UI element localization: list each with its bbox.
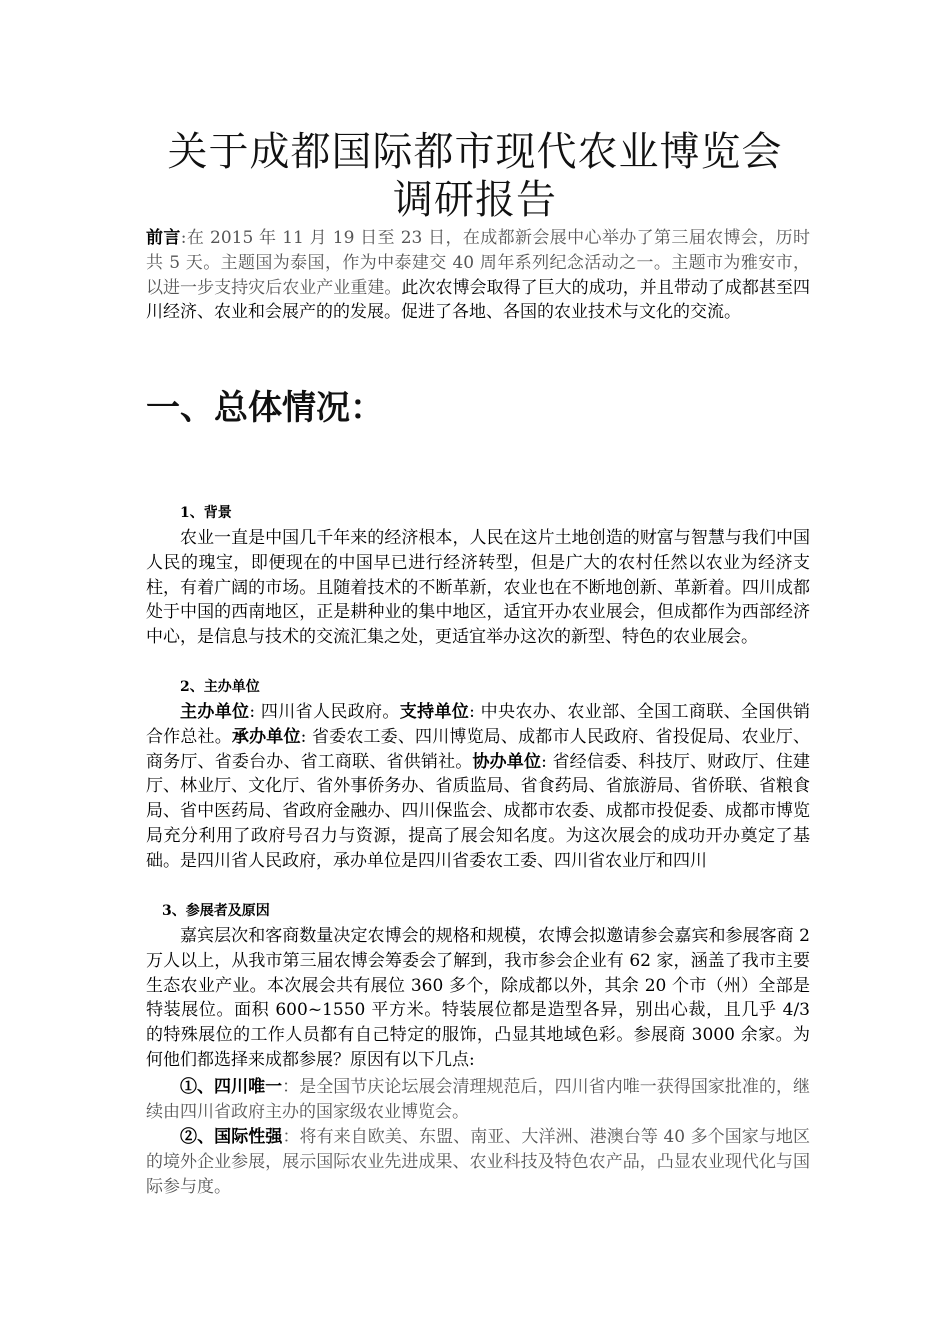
section-heading-overview: 一、总体情况： [146, 388, 384, 428]
reason1-label: ①、四川唯一 [180, 1077, 283, 1097]
preface-paragraph [146, 226, 810, 325]
subheading-organizers: 2、主办单位 [180, 679, 260, 695]
support-text: : 中央农办、农业部、全国工商联、全国供销合作总社。 [146, 702, 810, 747]
preface-colon: : [180, 228, 187, 248]
reason2-paragraph [146, 1125, 810, 1199]
background-paragraph: 农业一直是中国几千年来的经济根本，人民在这片土地创造的财富与智慧与我们中国人民的瑰宝，即便现在的中国早已进行经济转型，但是广大的农村任然以农业为经济支柱，有着广阔的市场。且随着技术的不断革新，农业也在不断地创新、革新着。四川成都处于中国的西南地区，正是耕种业的集中地区，适宜开办农业展会，但成都作为西部经济中心，是信息与技术的交流汇集之处，更适宜举办这次的新型、特色的农业展会。 [146, 528, 810, 648]
subheading-background: 1、背景 [180, 505, 232, 521]
support-label: 支持单位 [399, 702, 470, 722]
exhibitors-paragraph: 嘉宾层次和客商数量决定农博会的规格和规模，农博会拟邀请参会嘉宾和参展客商 2 万人以上，从我市第三届农博会筹委会了解到，我市参会企业有 62 家，涵盖了我市主要生态农业产业。本次展会共有展位 360 多个，除成都以外，其余 20 个市（州）全部是特装展位。面积 600~1550 平方米。特装展位都是造型各异，别出心裁，且几乎 4/3 的特殊展位的工作人员都有自己特定的服饰，凸显其地域色彩。参展商 3000 余家。为何他们都选择来成都参展？原因有以下几点: [146, 926, 810, 1070]
preface-label: 前言 [146, 228, 181, 248]
reason2-text: ：将有来自欧美、东盟、南亚、大洋洲、港澳台等 40 多个国家与地区的境外企业参展，展示国际农业先进成果、农业科技及特色农产品，凸显农业现代化与国际参与度。 [146, 1127, 810, 1197]
host-text: : 四川省人民政府。 [249, 702, 400, 722]
reason2-label: ②、国际性强 [180, 1127, 283, 1147]
host-label: 主办单位 [180, 702, 250, 722]
document-title-line1: 关于成都国际都市现代农业博览会 [167, 129, 783, 175]
subheading-exhibitors: 3、参展者及原因 [162, 903, 270, 919]
reason1-paragraph [146, 1075, 810, 1125]
document-title-line2: 调研报告 [393, 177, 557, 223]
organizers-paragraph [146, 700, 810, 874]
preface-text: 在 2015 年 11 月 19 日至 23 日，在成都新会展中心举办了第三届农博会，历时共 5 天。主题国为泰国，作为中泰建交 40 周年系列纪念活动之一。主题市为雅安市，以进一步支持灾后农业产业重建。 [146, 228, 810, 298]
assist-text: : 省经信委、科技厅、财政厅、住建厅、林业厅、文化厅、省外事侨务办、省质监局、省食药局、省旅游局、省侨联、省粮食局、省中医药局、省政府金融办、四川保监会、成都市农委、成都市投促委、成都市博览局充分利用了政府号召力与资源，提高了展会知名度。为这次展会的成功开办奠定了基础。是四川省人民政府，承办单位是四川省委农工委、四川省农业厅和四川 [146, 751, 811, 871]
undertake-label: 承办单位 [231, 726, 301, 747]
undertake-text: : 省委农工委、四川博览局、成都市人民政府、省投促局、农业厅、商务厅、省委台办、省工商联、省供销社。 [146, 726, 811, 772]
preface-text-dark: 此次农博会取得了巨大的成功，并且带动了成都甚至四川经济、农业和会展产的的发展。促进了各地、各国的农业技术与文化的交流。 [146, 277, 811, 323]
reason1-text: ：是全国节庆论坛展会清理规范后，四川省内唯一获得国家批准的，继续由四川省政府主办的国家级农业博览会。 [146, 1077, 811, 1122]
assist-label: 协办单位 [472, 751, 542, 772]
